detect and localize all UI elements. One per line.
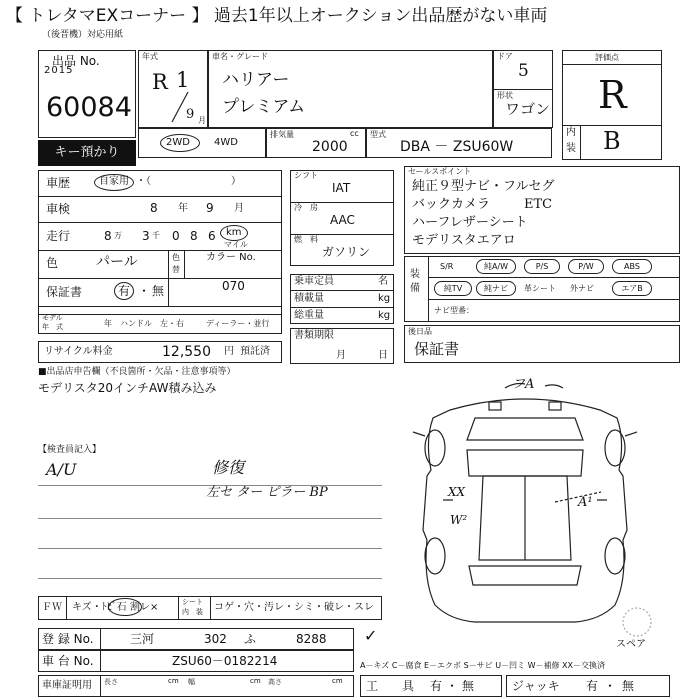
tools-no: 無	[462, 679, 475, 693]
drive-2wd: 2WD	[166, 137, 190, 148]
register-class: 302	[204, 632, 227, 646]
door-label: ドア	[497, 52, 513, 61]
lot-number: 60084	[46, 92, 132, 123]
sub-header: （後晋機）対応用紙	[42, 30, 124, 40]
color-code: 070	[222, 279, 245, 293]
capacity-label: 乗車定員	[294, 276, 334, 287]
warranty-book-sep: ・	[138, 284, 151, 298]
sales-points-label: セールスポイント	[408, 167, 472, 176]
color-code-label: カラー No.	[206, 252, 256, 263]
mileage-km: km	[226, 227, 242, 238]
model-year-label-2: 年 式	[42, 323, 63, 331]
inspection-month-unit: 月	[234, 203, 244, 214]
body-type-label: 形状	[497, 91, 513, 100]
damage-legend: A－キズ C－腐食 E－エクボ S－サビ U－凹ミ W－補修 XX－交換済	[360, 661, 606, 670]
key-deposit-badge: キー預かり	[38, 140, 136, 166]
equip-abs: ABS	[612, 259, 652, 274]
inspector-note-au: A/U	[46, 460, 77, 479]
diagram-xx-mark: XX	[448, 485, 466, 499]
register-number: 8288	[296, 632, 327, 646]
recycle-value: 12,550	[162, 344, 211, 360]
chassis-value: ZSU60－0182214	[172, 654, 278, 668]
inspection-year-unit: 年	[178, 203, 188, 214]
mileage-d4: 8	[190, 229, 198, 243]
sales-point: 純正９型ナビ・フルセグ	[412, 179, 555, 194]
equip-airbag: エアB	[612, 281, 652, 296]
jack-label: ジャッキ	[512, 679, 560, 693]
inspector-label: 【検査員記入】	[38, 445, 102, 455]
inspector-note-pillar: 左セ ター ピラー BP	[206, 485, 328, 500]
mileage-label: 走行	[46, 229, 71, 243]
mileage-d3: 0	[172, 229, 180, 243]
recycle-note: 預託済	[240, 346, 270, 357]
jack-yes: 有	[586, 679, 599, 693]
drive-4wd: 4WD	[214, 137, 238, 148]
aircon-value: AAC	[330, 213, 355, 227]
mileage-d2: 3	[142, 229, 150, 243]
sales-point: モデリスタエアロ	[412, 233, 516, 248]
mileage-d5: 6	[208, 229, 216, 243]
interior-label-2: 装	[566, 143, 576, 154]
door-value: 5	[518, 61, 529, 81]
color-change-2: 替	[172, 265, 180, 274]
recycle-label: リサイクル料金	[44, 346, 113, 357]
equip-pw: P/W	[568, 259, 604, 274]
page-banner: 【 トレタマEXコーナー 】 過去1年以上オークション出品歴がない車両	[6, 6, 548, 26]
register-region: 三河	[130, 632, 155, 646]
cert-length: 長さ	[104, 678, 118, 686]
cert-height: 高さ	[268, 678, 282, 686]
mileage-u2: 千	[152, 231, 160, 240]
displacement-unit: cc	[350, 129, 359, 138]
equip-leather: 革シート	[524, 284, 556, 293]
displacement-value: 2000	[312, 139, 348, 155]
diagram-w2-mark: W²	[450, 513, 468, 527]
interior-value: B	[603, 127, 621, 155]
mileage-u1: 万	[114, 231, 122, 240]
model-name: ハリアー	[222, 70, 290, 90]
year-month: 9	[186, 107, 195, 122]
condition-seat-items: コゲ・穴・汚レ・シミ・破レ・スレ	[214, 602, 374, 613]
doc-expiry-label: 書類期限	[294, 330, 334, 341]
model-code-label: 型式	[370, 130, 386, 139]
cert-cm-3: cm	[332, 677, 343, 685]
color-value: パール	[96, 254, 138, 270]
cert-label: 車庫証明用	[42, 680, 92, 691]
drive-box	[138, 128, 266, 158]
equip-ps: P/S	[524, 259, 560, 274]
tools-label: 工 具	[366, 679, 415, 693]
displacement-label: 排気量	[270, 130, 294, 139]
shift-value: IAT	[332, 181, 351, 195]
condition-items: キズ・ﾄﾋﾞ石 割レ×	[72, 602, 159, 613]
lot-label: 出品 No.	[52, 54, 100, 68]
sales-point: ETC	[524, 197, 553, 212]
register-kana: ふ	[244, 632, 257, 646]
equip-tv: 純TV	[434, 281, 472, 296]
warranty-book-no: 無	[152, 284, 165, 298]
equip-navi-model: ナビ型番：	[434, 306, 474, 315]
score-value: R	[598, 73, 627, 117]
seller-notes-value: モデリスタ20インチAW積み込み	[38, 381, 217, 395]
diagram-a1-mark: A¹	[578, 495, 593, 510]
gross-label: 総重量	[294, 310, 324, 321]
load-unit: kg	[378, 293, 391, 304]
equip-sr: S/R	[440, 262, 454, 271]
model-code-value: DBA － ZSU60W	[400, 139, 514, 155]
cert-width: 幅	[188, 678, 195, 686]
model-year-dealer: ディーラー・並行	[206, 319, 270, 328]
jack-no: 無	[622, 679, 635, 693]
year-month-unit: 月	[198, 116, 206, 125]
fuel-value: ガソリン	[322, 245, 371, 259]
mileage-d1: 8	[104, 229, 112, 243]
color-change-1: 色	[172, 253, 180, 262]
score-label: 評価点	[595, 53, 619, 62]
body-type-value: ワゴン	[505, 100, 551, 118]
equipment-label-1: 装	[410, 269, 420, 280]
history-label: 車歴	[46, 176, 71, 190]
interior-label-1: 内	[566, 127, 576, 138]
diagram-spare-label: スペア	[616, 639, 646, 650]
model-grade: プレミアム	[222, 97, 306, 117]
load-label: 積載量	[294, 293, 324, 304]
year-label: 年式	[142, 52, 158, 61]
sales-point: バックカメラ	[412, 197, 491, 212]
cert-cm-2: cm	[250, 677, 261, 685]
inspector-note-repair: 修復	[212, 458, 245, 477]
model-label: 車名・グレード	[212, 52, 268, 61]
after-sale-label: 後日品	[408, 327, 432, 336]
doc-expiry-month: 月	[336, 350, 346, 361]
register-label: 登 録 No.	[42, 632, 94, 646]
car-diagram	[405, 377, 675, 650]
condition-seat-2: 内 装	[182, 608, 203, 616]
tools-yes: 有	[430, 679, 443, 693]
jack-sep: ・	[604, 679, 617, 693]
warranty-book-yes: 有	[118, 284, 131, 298]
inspection-month: 9	[206, 201, 214, 215]
condition-fw: ＦＷ	[42, 602, 62, 613]
condition-seat-1: シート	[182, 598, 203, 606]
fuel-label: 燃 料	[294, 235, 318, 244]
gross-unit: kg	[378, 310, 391, 321]
equip-alloy-wheel: 純A/W	[476, 259, 516, 274]
equipment-label-2: 備	[410, 283, 420, 294]
equip-navi: 純ナビ	[476, 281, 516, 296]
equip-ext-navi: 外ナビ	[570, 284, 594, 293]
year-value: 1	[176, 68, 190, 92]
after-sale-value: 保証書	[414, 340, 460, 358]
inspection-label: 車検	[46, 202, 71, 216]
warranty-book-label: 保証書	[46, 285, 83, 299]
mileage-mile: マイル	[224, 240, 248, 249]
history-value: 自家用	[99, 176, 129, 187]
lot-year: 2015	[44, 65, 74, 76]
chassis-label: 車 台 No.	[42, 654, 94, 668]
inspection-year: 8	[150, 201, 158, 215]
seller-notes-label: ■出品店申告欄（不良箇所・欠品・注意事項等）	[38, 367, 236, 377]
cert-cm-1: cm	[168, 677, 179, 685]
model-year-handle: ハンドル 左・右	[120, 319, 184, 328]
aircon-label: 冷 房	[294, 203, 318, 212]
history-rest: ・（ ）	[136, 176, 241, 187]
year-era: R	[152, 70, 168, 94]
shift-label: シフト	[294, 171, 318, 180]
capacity-unit: 名	[378, 276, 388, 287]
sales-point: ハーフレザーシート	[412, 215, 528, 230]
recycle-unit: 円	[224, 346, 234, 357]
diagram-front-mark: フA	[512, 377, 535, 392]
model-year-label-1: モデル	[42, 314, 63, 322]
doc-expiry-day: 日	[378, 350, 388, 361]
tools-sep: ・	[446, 679, 459, 693]
model-year-year: 年	[104, 319, 112, 328]
check-mark: ✓	[364, 626, 378, 645]
color-label: 色	[46, 256, 59, 270]
